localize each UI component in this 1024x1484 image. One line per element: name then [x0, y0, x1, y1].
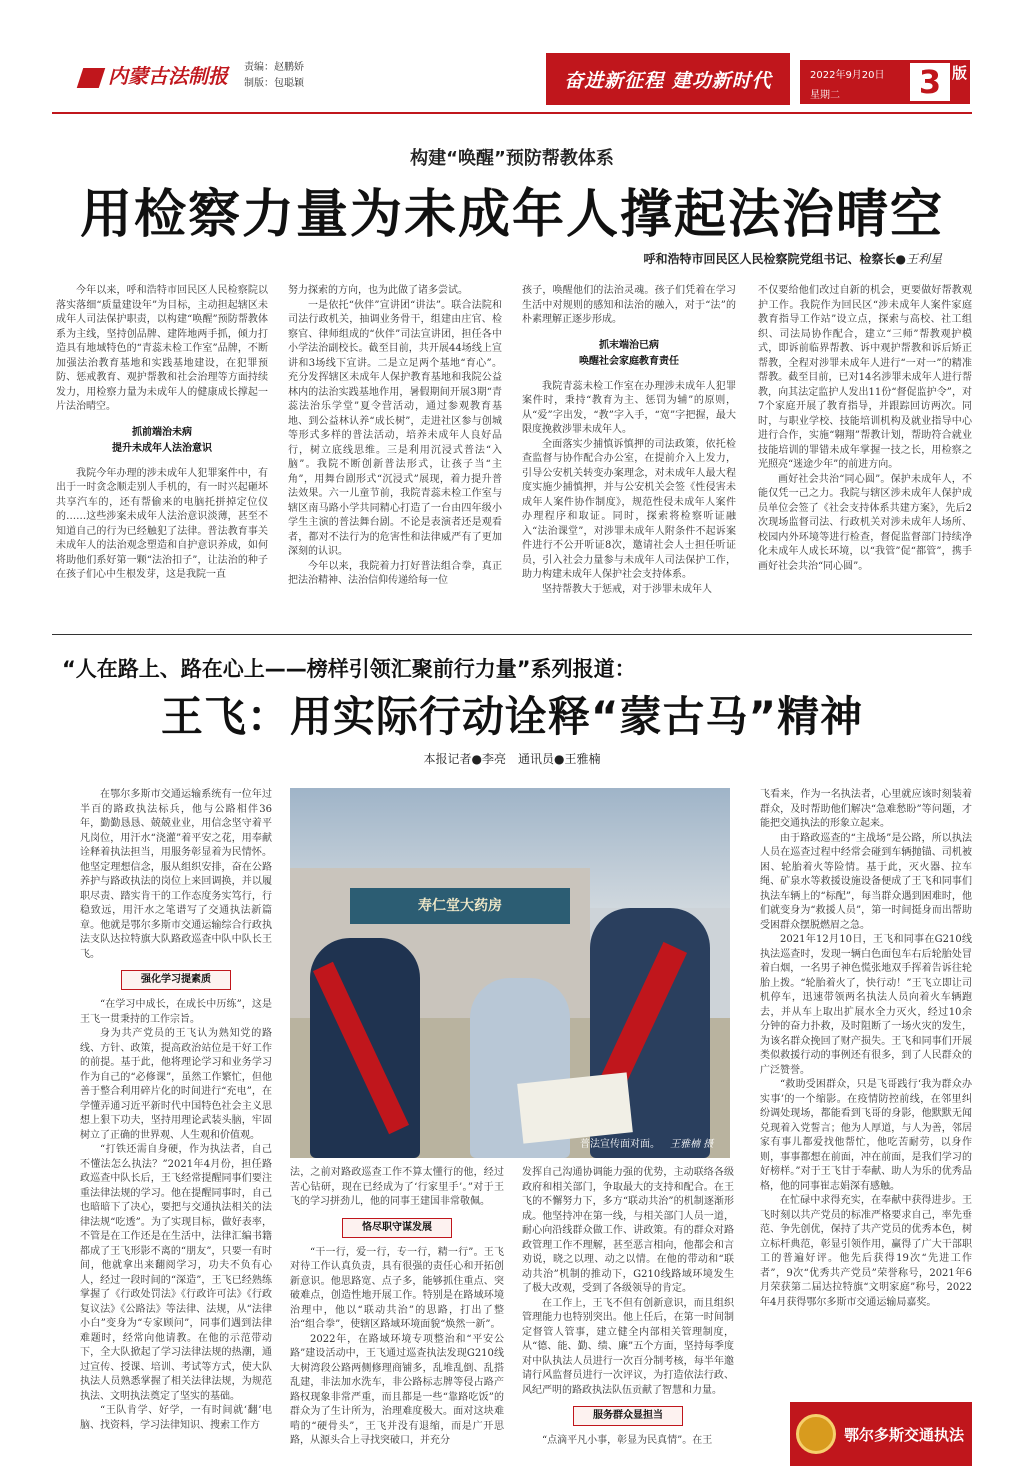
article2-column-3: [522, 1166, 734, 1468]
masthead-rule: [52, 112, 972, 114]
article2-column-2: [290, 1166, 504, 1468]
article1-column-2: [288, 284, 502, 624]
police-emblem-icon: [796, 1414, 836, 1454]
flyer: [517, 1072, 633, 1143]
paragraph: 我院青蕊未检工作室在办理涉未成年人犯罪案件时，秉持“教育为主、惩罚为辅”的原则，从“爱”字出发，“教”字入手，“宽”字把握，最大限度挽救涉罪未成年人。: [522, 380, 736, 435]
photo-caption: 普法宣传面对面。 王雅楠 摄: [580, 1139, 714, 1150]
paragraph: “救助受困群众，只是飞哥践行‘我为群众办实事’的一个缩影。在疫情防控前线，在邻里纠纷调处现场，都能看到飞哥的身影，他默默无闻兑现着入党誓言；他为人厚道，与人为善，邻居家有事儿都爱找他帮忙，他吃苦耐劳，以身作则，事事都想在前面，冲在前面，是我们学习的好榜样。”对于王飞甘于奉献、助人为乐的优秀品格，他的同事崔志娟深有感触。: [760, 1079, 972, 1192]
paragraph: “王队肯学、好学，一有时间就‘翻’电脑、找资料，学习法律知识、搜索工作方: [80, 1405, 272, 1431]
article1-column-4: [758, 284, 972, 624]
paragraph: “点滴平凡小事，彰显为民真情”。在王: [542, 1435, 713, 1446]
section-divider: [52, 634, 972, 635]
pharmacy-sign: 寿仁堂大药房: [350, 888, 570, 924]
logo-emblem-icon: [77, 68, 105, 88]
news-photo: [290, 788, 730, 1158]
subheading: 抓末端治已病 唤醒社会家庭教育责任: [579, 339, 679, 367]
article1-headline: 用检察力量为未成年人撑起法治晴空: [79, 185, 944, 245]
paragraph: 飞看来，作为一名执法者，心里就应该时刻装着群众，及时帮助他们解决“急难愁盼”等问题，才能把交通执法的形象立起来。: [760, 789, 972, 829]
photo-credit: 王雅楠 摄: [670, 1139, 714, 1150]
producer-line: 制版：包聪颖: [244, 78, 304, 89]
article2-byline: 本报记者●李亮 通讯员●王雅楠: [423, 752, 601, 766]
paragraph: 今年以来，我院着力打好普法组合拳，真正把法治精神、法治信仰传递给每一位: [288, 560, 502, 586]
paragraph: 不仅要给他们改过自新的机会，更要做好帮教观护工作。我院作为回民区“涉未成年人案件家庭教育指导工作站”设立点，探索与高校、社工组织、司法局协作配合，建立“三师”帮教观护模式，即诉前临界帮教、诉中观护帮教和诉后矫正帮教，全程对涉罪未成年人进行“一对一”的精准帮教。截至目前，已对14名涉罪未成年人进行帮教，向其法定监护人发出11份“督促监护令”，对7个家庭开展了教育指导，并跟踪回访两次。同时，与职业学校、技能培训机构及就业指导中心进行合作，实施“翱翔”帮教计划，帮助符合就业技能培训的罪错未成年掌握一技之长，用检察之光照亮“迷途少年”的前进方向。: [758, 285, 972, 470]
page-suffix: 版: [952, 64, 968, 82]
paragraph: 努力探索的方向，也为此做了诸多尝试。: [288, 285, 468, 296]
paragraph: 在工作上，王飞不但有创新意识，而且组织管理能力也特别突出。他上任后，在第一时间制定督管人管事，建立健全内部相关管理制度，从“德、能、勤、绩、廉”五个方面，坚持每季度对中队执法人员进行一次百分制考核，每半年邀请行风监督员进行一次评议，为打造依法行政、风纪严明的路政执法队伍贡献了智慧和力量。: [522, 1297, 734, 1396]
paragraph: 身为共产党员的王飞认为熟知党的路线、方针、政策，提高政治站位是干好工作的前提。基于此，他将理论学习和业务学习作为自己的“必修课”，虽然工作繁忙，但他善于整合利用碎片化的时间进行“充电”，在学懂弄通习近平新时代中国特色社会主义思想上狠下功夫，坚持用理论武装头脑，牢固树立了正确的世界观、人生观和价值观。: [80, 1028, 272, 1141]
paragraph: 法，之前对路政巡查工作不算太懂行的他，经过苦心钻研，现在已经成为了‘行家里手’。”对于王飞的学习拼劲儿，他的同事王建国非常敬佩。: [290, 1167, 504, 1207]
byline-author: 王利星: [905, 252, 942, 266]
paragraph: 发挥自己沟通协调能力强的优势，主动联络各级政府和相关部门，争取最大的支持和配合。在王飞的不懈努力下，多方“联动共治”的机制逐渐形成。他坚持冲在第一线，与相关部门人员一道，耐心向沿线群众做工作、讲政策。有的群众对路政管理工作不理解，甚至恶言相向，他都会和言劝说，晓之以理、动之以情。在他的带动和“联动共治”机制的推动下，G210线路域环境发生了极大改观，受到了各级领导的肯定。: [522, 1167, 734, 1294]
date-box: [800, 60, 970, 104]
paragraph: 坚持帮教大于惩戒，对于涉罪未成年人: [542, 583, 712, 595]
paragraph: 画好社会共治“同心圆”。保护未成年人，不能仅凭一己之力。我院与辖区涉未成年人保护成员单位会签了《社会支持体系共建方案》，先后2次现场监督司法、行政机关对涉未成年人场所、校园内外环境等进行检查，督促监督部门持续净化未成年人成长环境，以“我管”促“都管”，携手画好社会共治“同心圆”。: [758, 473, 972, 572]
article2-column-4: [760, 788, 972, 1394]
article1-column-1: [56, 284, 268, 624]
editor-credits: [244, 60, 304, 92]
paragraph: 2022年，在路域环境专项整治和“平安公路”建设活动中，王飞通过巡查执法发现G210线大树湾段公路两侧修理商铺多，乱堆乱倒、乱搭乱建，非法加水洗车，非公路标志牌等侵占路产路权现象非常严重，而且都是一些“靠路吃饭”的群众为了生计所为，治理难度极大。面对这块难啃的“硬骨头”，王飞并没有退缩，而是广开思路，从源头合上寻找突破口，并充分: [290, 1333, 504, 1446]
issue-date: 2022年9月20日: [810, 70, 885, 81]
paragraph: 在鄂尔多斯市交通运输系统有一位年过半百的路政执法标兵，他与公路相伴36年，勤勤恳恳、兢兢业业，用信念坚守着平凡岗位，用汗水“浇灌”着平安之花，用奉献诠释着执法担当，用服务彰显着为民情怀。他坚定理想信念，服从组织安排，奋在公路养护与路政执法的岗位上来回调换，并以履职尽责、踏实肯干的工作态度务实笃行，行稳致远，用汗水之笔谱写了交通执法新篇章。他就是鄂尔多斯市交通运输综合行政执法支队达拉特旗大队路政巡查中队中队长王飞。: [80, 789, 272, 960]
article2-column-1: [80, 788, 272, 1468]
paragraph: 全面落实少捕慎诉慎押的司法政策，依托检查监督与协作配合办公室，在提前介入上发力，引导公安机关转变办案理念，对未成年人最大程度实施少捕慎押，并与公安机关会签《性侵害未成年人案件协作制度》，规范性侵未成年人案件办理程序和取证。同时，探索将检察听证融入“法治课堂”，对涉罪未成年人附条件不起诉案件进行不公开听证8次，邀请社会人士担任听证员，引入社会力量参与未成年人司法保护工作，助力构建未成年人保护社会支持体系。: [522, 438, 736, 580]
newspaper-logo: 内蒙古法制报: [80, 60, 228, 89]
banner-text: 鄂尔多斯交通执法: [844, 1426, 965, 1444]
article1-kicker: 构建“唤醒”预防帮教体系: [410, 148, 614, 169]
paragraph: 我院今年办理的涉未成年人犯罪案件中，有出于一时贪念顺走别人手机的，有一时兴起砸坏共享汽车的，还有帮偷来的电脑托拼掉定位仪的……这些涉案未成年人法治意识淡薄，甚至不知道自己的行为已经触犯了法律。普法教育事关未成年人的法治观念塑造和自护意识养成，如何将助他们系好第一颗“法治扣子”，让法治的种子在孩子们心中生根发芽，这是我院一直: [56, 467, 268, 580]
issue-weekday: 星期二: [810, 90, 840, 101]
paragraph: 在忙碌中求得充实，在奉献中获得进步。王飞时刻以共产党员的标准严格要求自己，率先垂范、争先创优，保持了共产党员的优秀本色，树立标杆典范，彰显引领作用，赢得了广大干部职工的普遍好评。他先后获得19次“先进工作者”，9次“优秀共产党员”荣誉称号，2021年6月荣获第二届达拉特旗“文明家庭”称号，2022年4月获得鄂尔多斯市交通运输局嘉奖。: [760, 1195, 972, 1308]
masthead: [0, 0, 1024, 120]
section-box-heading: 服务群众显担当: [573, 1406, 683, 1426]
paragraph: 今年以来，呼和浩特市回民区人民检察院以落实落细“质量建设年”为目标，主动担起辖区未成年人司法保护职责，以构建“唤醒”预防帮教体系为主线，坚持创品牌、建阵地两手抓，倾力打造具有地域特色的“青蕊未检工作室”品牌，不断加强法治教育基地和实践基地建设，在犯罪预防、惩戒教育、观护帮教和社会治理等方面持续发力，用检察力量为未成年人的健康成长撑起一片法治晴空。: [56, 285, 268, 412]
paragraph: “在学习中成长，在成长中历练”，这是王飞一贯秉持的工作宗旨。: [80, 999, 272, 1025]
paragraph: “干一行，爱一行，专一行，精一行”。王飞对待工作认真负责，具有很强的责任心和开拓创新意识。他思路宽、点子多，能够抓住重点、突破难点，创造性地开展工作。特别是在路域环境治理中，他以“联动共治”的思路，打出了整治“组合拳”，使辖区路域环境面貌“焕然一新”。: [290, 1246, 504, 1330]
paragraph: 由于路政巡查的“主战场”是公路，所以执法人员在巡查过程中经常会碰到车辆抛锚、司机被困、轮胎着火等险情。基于此，灭火器、拉车绳、矿泉水等救援设施设备便成了王飞和同事们执法车辆上的“标配”，每当群众遇到困难时，他们就变身为“救援人员”，第一时间挺身而出帮助受困群众摆脱燃眉之急。: [760, 832, 972, 931]
section-box-heading: 恪尽职守谋发展: [342, 1218, 452, 1238]
article1-byline: [644, 250, 943, 267]
article2-kicker: “人在路上、路在心上——榜样引领汇聚前行力量”系列报道：: [62, 657, 636, 681]
paragraph: 2021年12月10日，王飞和同事在G210线执法巡查时，发现一辆白色面包车右后轮胎处冒着白烟，一名男子神色慌张地双手挥着告诉往轮胎上拨。“轮胎着火了，快行动！”王飞立即让司机停车，迅速带领两名执法人员向着火车辆跑去，并从车上取出扩展水全力灭火，经过10余分钟的奋力扑救，及时阻断了一场火灾的发生，为该名群众挽回了财产损失。王飞和同事们开展类似救援行动的事例还有很多，到了人民群众的广泛赞誉。: [760, 934, 972, 1076]
article1-column-3: [522, 284, 736, 624]
subheading: 抓前端治未病 提升未成年人法治意识: [112, 426, 212, 454]
page-number: 3: [910, 63, 950, 101]
bottom-banner: [790, 1402, 972, 1466]
editor-line: 责编：赵鹏娇: [244, 62, 304, 73]
slogan-banner: 奋进新征程 建功新时代: [546, 53, 790, 105]
paragraph: 孩子，唤醒他们的法治灵魂。孩子们凭着在学习生活中对规则的感知和法治的融入，对于“法”的朴素理解正逐步形成。: [522, 285, 736, 325]
section-box-heading: 强化学习提素质: [121, 970, 231, 990]
paragraph: 一是依托“伙伴”宣讲团“讲法”。联合法院和司法行政机关，抽调业务骨干，组建由庄官、检察官、律师组成的“伙伴”司法宣讲团，担任各中小学法治副校长。截至目前，共开展44场线上宣讲和3场线下宣讲。二是立足两个基地“育心”。充分发挥辖区未成年人保护教育基地和我院公益林内的法治实践基地作用，暑假期间开展3期“青蕊法治乐学堂”夏令营活动，通过参观教育基地、到公益林认养“成长树”，走进社区参与创城等形式多样的普法活动，培养未成年人良好品行，树立底线思维。三是利用沉浸式普法“入脑”。我院不断创新普法形式，让孩子当“主角”，用舞台剧形式“沉浸式”展现，着力提升普法效果。六一儿童节前，我院青蕊未检工作室与辖区南马路小学共同精心打造了一台由四年级小学生主演的普法舞台剧。不论是表演者还是观看者，都对不法行为的危害性和法律威严有了更加深刻的认识。: [288, 299, 502, 557]
paragraph: “打铁还需自身硬，作为执法者，自己不懂法怎么执法？”2021年4月份，担任路政巡查中队长后，王飞经常提醒同事们要注重法律法规的学习。他在提醒同事时，自己也暗暗下了决心，要把与交通执法相关的法律法规“吃透”。为了实现目标，做好表率，不管是在工作还是在生活中，法律汇编书籍都成了王飞形影不离的“朋友”，只要一有时间，他就拿出来翻阅学习，功夫不负有心人，经过一段时间的“深造”，王飞已经熟练掌握了《行政处罚法》《行政许可法》《行政复议法》《公路法》等法律、法规，从“法律小白”变身为“专家顾问”，同事们遇到法律难题时，经常向他请教。在他的示范带动下，全大队掀起了学习法律法规的热潮，通过宣传、授课、培训、考试等方式，使大队执法人员熟悉掌握了相关法律法规，为规范执法、文明执法奠定了坚实的基础。: [80, 1144, 272, 1402]
byline-org: 呼和浩特市回民区人民检察院党组书记、检察长●: [643, 252, 906, 266]
article2-headline: 王飞：用实际行动诠释“蒙古马”精神: [160, 692, 864, 741]
